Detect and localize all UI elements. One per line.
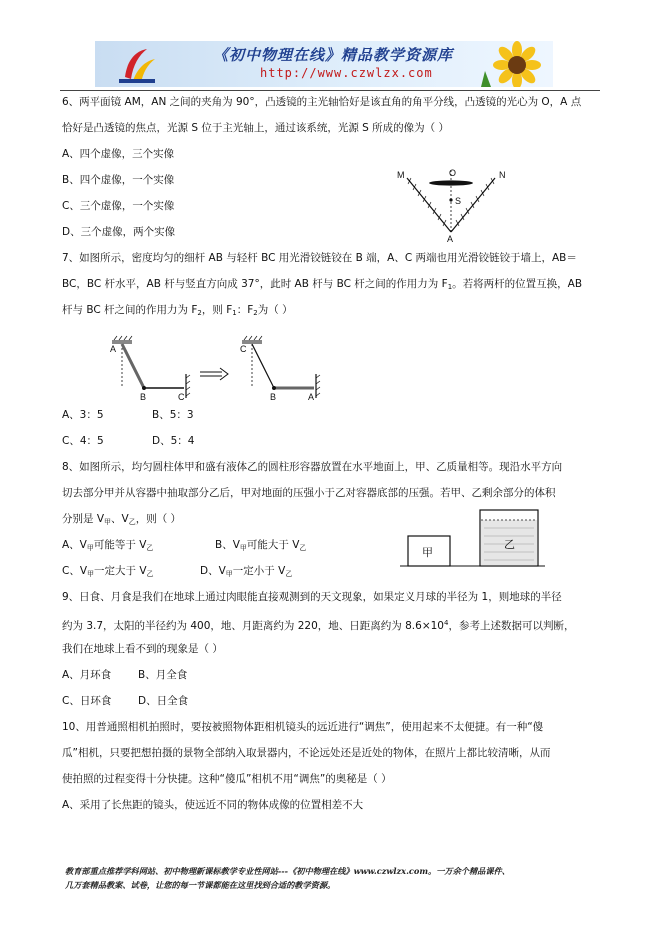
sunflower-icon	[471, 41, 551, 87]
q6-option-d: D、三个虚像，两个实像	[62, 226, 176, 238]
q6-label-m: M	[397, 170, 405, 180]
q8-option-d: D、$V_甲$一定小于 $V_乙$	[200, 565, 293, 578]
q8-cylinder-figure	[400, 506, 545, 568]
q7-rod-figure	[108, 336, 348, 408]
q9-option-a: A、月环食	[62, 669, 112, 681]
q9-stem-line1: 9、日食、月食是我们在地球上通过肉眼能直接观测到的天文现象，如果定义月球的半径为 1，则地球的半径	[62, 591, 562, 603]
q10-option-a: A、采用了长焦距的镜头，使远近不同的物体成像的位置相差不大	[62, 799, 364, 811]
q7-stem-line1: 7、如图所示，密度均匀的细杆 AB 与轻杆 BC 用光滑铰链铰在 B 端，A、C 两端也用光滑铰链铰于墙上，AB＝	[62, 252, 577, 264]
header-banner	[95, 41, 553, 87]
q6-mirror-lens-figure	[395, 164, 515, 244]
q10-stem-line2: 瓜”相机，只要把想拍摄的景物全部纳入取景器内，不论远处还是近处的物体，在照片上都比较清晰，从而	[62, 747, 551, 759]
q7-label-b2: B	[270, 392, 277, 402]
q8-option-b: B、$V_甲$可能大于 $V_乙$	[215, 539, 307, 552]
q6-label-s: S	[455, 196, 462, 206]
q8-stem-line2: 切去部分甲并从容器中抽取部分乙后，甲对地面的压强小于乙对容器底部的压强。若甲、乙剩余部分的体积	[62, 487, 556, 499]
q6-option-b: B、四个虚像，一个实像	[62, 174, 175, 186]
header-title: 《初中物理在线》精品教学资源库	[213, 46, 454, 64]
q7-label-c2: C	[240, 344, 247, 354]
q8-option-a: A、$V_甲$可能等于 $V_乙$	[62, 539, 154, 552]
q6-stem-line2: 恰好是凸透镜的焦点，光源 S 位于主光轴上，通过该系统，光源 S 所成的像为（ ）	[62, 122, 450, 134]
q7-stem-line2: BC，BC 杆水平，AB 杆与竖直方向成 37°，此时 AB 杆与 BC 杆之间的作用力为 $F_1$。若将两杆的位置互换，AB	[62, 278, 583, 291]
q7-option-a: A、3：5	[62, 409, 104, 421]
q6-label-o: O	[449, 168, 457, 178]
q10-stem-line1: 10、用普通照相机拍照时，要按被照物体距相机镜头的远近进行“调焦”，使用起来不太便捷。有一种“傻	[62, 721, 544, 733]
q7-label-b: B	[140, 392, 147, 402]
q7-stem-line3: 杆与 BC 杆之间的作用力为 $F_2$，则 $F_1$：$F_2$为（ ）	[62, 304, 293, 317]
q7-option-c: C、4：5	[62, 435, 104, 447]
q6-stem-line1: 6、两平面镜 AM，AN 之间的夹角为 90°，凸透镜的主光轴恰好是该直角的角平分线，凸透镜的光心为 O，A 点	[62, 96, 582, 108]
q6-option-a: A、四个虚像，三个实像	[62, 148, 175, 160]
q8-label-yi: 乙	[504, 538, 515, 551]
footer-line2: 几万套精品教案、试卷，让您的每一节课都能在这里找到合适的教学资源。	[65, 880, 336, 890]
q8-stem-line3: 分别是 $V_甲$、$V_乙$，则（ ）	[62, 513, 182, 526]
q7-label-a: A	[110, 344, 117, 354]
q8-label-jia: 甲	[422, 546, 433, 559]
q7-option-d: D、5：4	[152, 435, 195, 447]
q10-stem-line3: 使拍照的过程变得十分快捷。这种“傻瓜”相机不用“调焦”的奥秘是（ ）	[62, 773, 392, 785]
q8-stem-line1: 8、如图所示，均匀圆柱体甲和盛有液体乙的圆柱形容器放置在水平地面上，甲、乙质量相等。现沿水平方向	[62, 461, 563, 473]
q6-label-n: N	[499, 170, 506, 180]
q7-option-b: B、5：3	[152, 409, 194, 421]
q9-option-b: B、月全食	[138, 669, 188, 681]
q7-label-a2: A	[308, 392, 315, 402]
header-rule	[60, 90, 600, 91]
footer-line1: 教育部重点推荐学科网站、初中物理新课标教学专业性网站---《初中物理在线》www.czwlzx.com。一万余个精品课件、	[65, 866, 510, 876]
q9-option-d: D、日全食	[138, 695, 189, 707]
q6-option-c: C、三个虚像，一个实像	[62, 200, 175, 212]
q7-label-c: C	[178, 392, 185, 402]
q6-label-a: A	[447, 234, 454, 244]
arrow-right-icon	[200, 368, 228, 380]
q9-option-c: C、日环食	[62, 695, 112, 707]
q9-stem-line2: 约为 3.7，太阳的半径约为 400，地、月距离约为 220，地、日距离约为 $8.6\times 10^4$，参考上述数据可以判断，	[62, 619, 575, 632]
header-url[interactable]: http://www.czwlzx.com	[260, 66, 433, 80]
q9-stem-line3: 我们在地球上看不到的现象是（ ）	[62, 643, 223, 655]
site-logo-icon	[117, 47, 157, 85]
q8-option-c: C、$V_甲$一定大于 $V_乙$	[62, 565, 154, 578]
